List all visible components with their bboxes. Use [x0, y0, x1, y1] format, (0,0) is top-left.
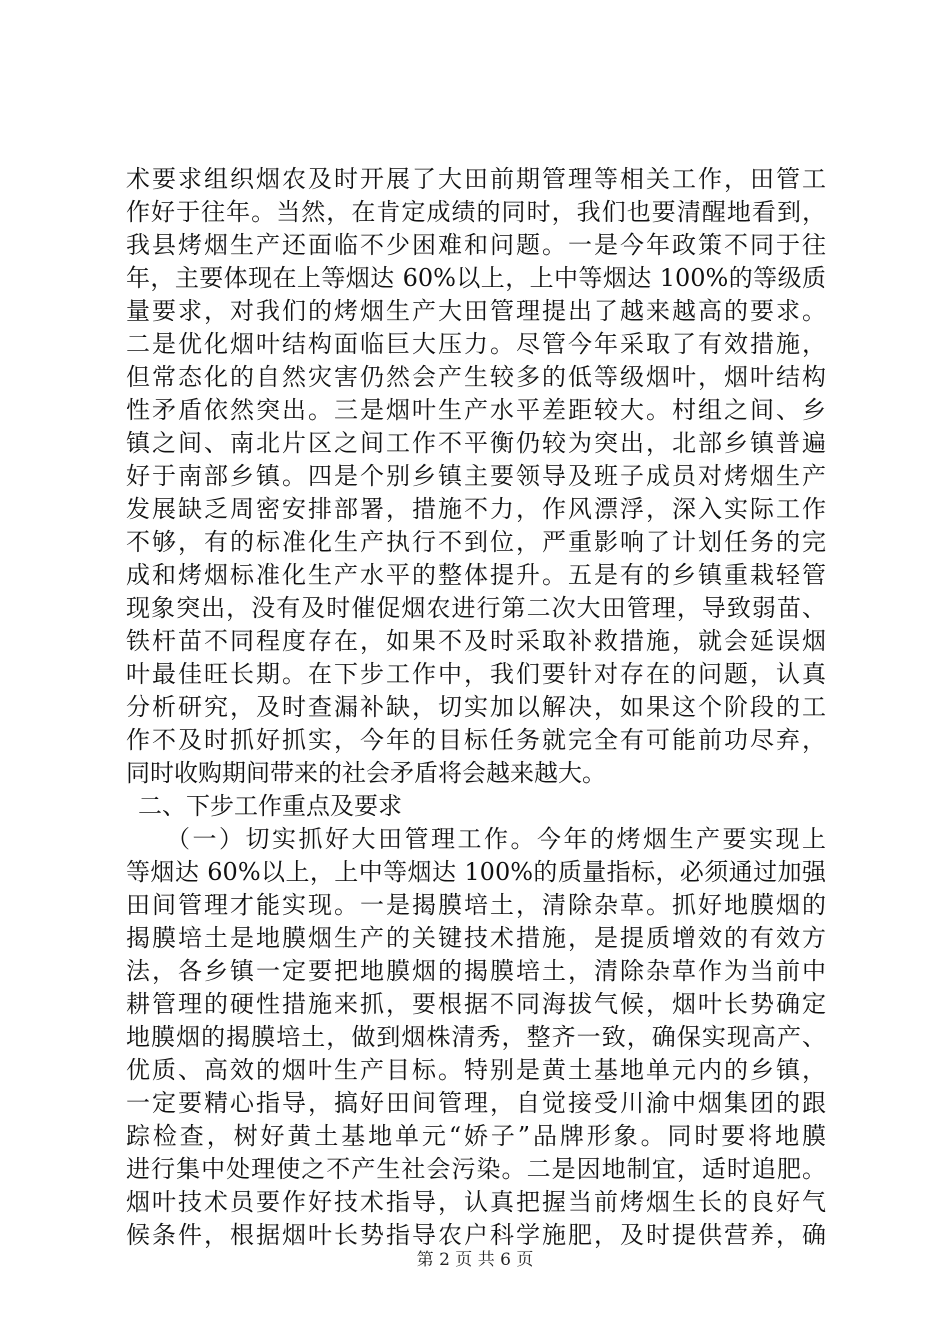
- text-line: 铁杆苗不同程度存在，如果不及时采取补救措施，就会延误烟: [126, 627, 826, 655]
- text-line: 但常态化的自然灾害仍然会产生较多的低等级烟叶，烟叶结构: [126, 363, 826, 391]
- text-line: 术要求组织烟农及时开展了大田前期管理等相关工作，田管工: [126, 165, 826, 193]
- text-line: 烟叶技术员要作好技术指导，认真把握当前烤烟生长的良好气: [126, 1188, 826, 1216]
- text-line: 揭膜培土是地膜烟生产的关键技术措施，是提质增效的有效方: [126, 924, 826, 952]
- text-line: 法，各乡镇一定要把地膜烟的揭膜培土，清除杂草作为当前中: [126, 957, 826, 985]
- text-line: 作不及时抓好抓实，今年的目标任务就完全有可能前功尽弃，: [126, 726, 826, 754]
- text-line: 现象突出，没有及时催促烟农进行第二次大田管理，导致弱苗、: [126, 594, 826, 622]
- text-line: 我县烤烟生产还面临不少困难和问题。一是今年政策不同于往: [126, 231, 826, 259]
- text-line: 分析研究，及时查漏补缺，切实加以解决，如果这个阶段的工: [126, 693, 826, 721]
- text-line: 田间管理才能实现。一是揭膜培土，清除杂草。抓好地膜烟的: [126, 891, 826, 919]
- text-line: 好于南部乡镇。四是个别乡镇主要领导及班子成员对烤烟生产: [126, 462, 826, 490]
- text-line: 发展缺乏周密安排部署，措施不力，作风漂浮，深入实际工作: [126, 495, 826, 523]
- page-number-footer: 第 2 页 共 6 页: [416, 1250, 534, 1270]
- text-line: 同时收购期间带来的社会矛盾将会越来越大。: [126, 759, 606, 787]
- text-line: 二是优化烟叶结构面临巨大压力。尽管今年采取了有效措施，: [126, 330, 826, 358]
- text-line: 镇之间、南北片区之间工作不平衡仍较为突出，北部乡镇普遍: [126, 429, 826, 457]
- text-line: （一）切实抓好大田管理工作。今年的烤烟生产要实现上: [166, 825, 826, 853]
- text-line: 候条件，根据烟叶长势指导农户科学施肥，及时提供营养，确: [126, 1221, 826, 1249]
- section-heading: 二、下步工作重点及要求: [138, 792, 402, 820]
- text-line: 性矛盾依然突出。三是烟叶生产水平差距较大。村组之间、乡: [126, 396, 826, 424]
- text-line: 年，主要体现在上等烟达 60%以上，上中等烟达 100%的等级质: [126, 264, 826, 292]
- text-line: 成和烤烟标准化生产水平的整体提升。五是有的乡镇重栽轻管: [126, 561, 826, 589]
- text-line: 量要求，对我们的烤烟生产大田管理提出了越来越高的要求。: [126, 297, 826, 325]
- text-line: 作好于往年。当然，在肯定成绩的同时，我们也要清醒地看到，: [126, 198, 826, 226]
- text-line: 等烟达 60%以上，上中等烟达 100%的质量指标，必须通过加强: [126, 858, 826, 886]
- text-line: 优质、高效的烟叶生产目标。特别是黄土基地单元内的乡镇，: [126, 1056, 826, 1084]
- text-line: 耕管理的硬性措施来抓，要根据不同海拔气候，烟叶长势确定: [126, 990, 826, 1018]
- text-line: 进行集中处理使之不产生社会污染。二是因地制宜，适时追肥。: [126, 1155, 826, 1183]
- text-line: 踪检查，树好黄土基地单元“娇子”品牌形象。同时要将地膜: [126, 1122, 826, 1150]
- text-line: 不够，有的标准化生产执行不到位，严重影响了计划任务的完: [126, 528, 826, 556]
- text-line: 一定要精心指导，搞好田间管理，自觉接受川渝中烟集团的跟: [126, 1089, 826, 1117]
- text-line: 叶最佳旺长期。在下步工作中，我们要针对存在的问题，认真: [126, 660, 826, 688]
- document-body: [126, 163, 826, 1252]
- text-line: 地膜烟的揭膜培土，做到烟株清秀，整齐一致，确保实现高产、: [126, 1023, 826, 1051]
